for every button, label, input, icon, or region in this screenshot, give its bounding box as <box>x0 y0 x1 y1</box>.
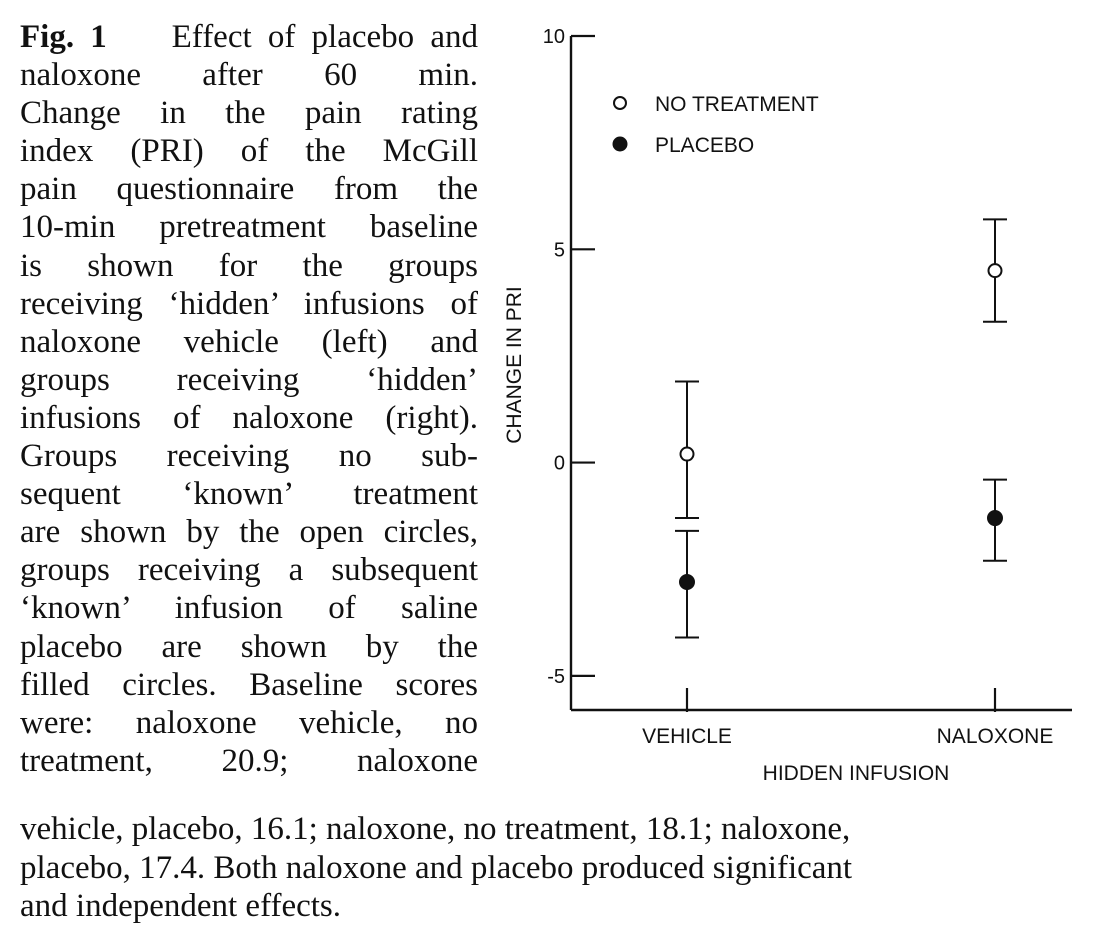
y-tick-label: 10 <box>542 26 565 48</box>
caption-line: Groups receiving no sub- <box>20 438 478 475</box>
caption-line: and independent effects. <box>20 888 342 924</box>
caption-line: ‘known’ infusion of saline <box>20 590 478 627</box>
caption-line: groups receiving a subsequent <box>20 552 478 589</box>
legend-filled-circle-marker <box>613 137 627 151</box>
caption-line: naloxone vehicle (left) and <box>20 323 478 360</box>
caption-line: infusions of naloxone (right). <box>20 399 478 436</box>
caption-line: naloxone after 60 min. <box>20 57 478 94</box>
caption-line: groups receiving ‘hidden’ <box>20 361 478 398</box>
data-point-open-circle <box>989 264 1002 277</box>
data-point-filled-circle <box>988 511 1003 526</box>
caption-line: index (PRI) of the McGill <box>20 133 478 170</box>
caption-line: are shown by the open circles, <box>20 514 478 551</box>
caption-line: treatment, 20.9; naloxone <box>20 742 478 779</box>
caption-line: filled circles. Baseline scores <box>20 666 478 703</box>
chart-legend <box>613 93 819 157</box>
caption-line: placebo are shown by the <box>20 628 478 665</box>
caption-line: receiving ‘hidden’ infusions of <box>20 285 478 322</box>
caption-line: pain questionnaire from the <box>20 171 478 208</box>
caption-line: sequent ‘known’ treatment <box>20 476 478 513</box>
caption-line-text: Effect of placebo and <box>171 19 479 55</box>
caption-line: Change in the pain rating <box>20 95 478 132</box>
x-tick-label: VEHICLE <box>642 725 732 748</box>
chart-marks <box>675 219 1007 637</box>
y-tick-label: -5 <box>547 665 565 688</box>
data-point-open-circle <box>681 448 694 461</box>
data-point-filled-circle <box>680 575 695 590</box>
y-tick-label: 5 <box>553 239 565 262</box>
legend-label: PLACEBO <box>655 134 755 157</box>
caption-line: 10-min pretreatment baseline <box>20 209 478 246</box>
caption-line: vehicle, placebo, 16.1; naloxone, no treatment, 18.1; naloxone, <box>20 811 851 847</box>
y-tick-label: 0 <box>553 452 565 475</box>
figure-label: Fig. 1 <box>20 19 107 55</box>
chart-axes <box>503 26 1072 785</box>
x-axis-label: HIDDEN INFUSION <box>762 762 950 785</box>
caption-line: is shown for the groups <box>20 247 478 284</box>
legend-label: NO TREATMENT <box>655 93 819 116</box>
x-tick-label: NALOXONE <box>936 725 1054 748</box>
y-axis-label: CHANGE IN PRI <box>503 286 526 444</box>
legend-open-circle-marker <box>614 97 626 109</box>
caption-line: were: naloxone vehicle, no <box>20 704 478 741</box>
caption-line: placebo, 17.4. Both naloxone and placebo produced significant <box>20 849 853 886</box>
